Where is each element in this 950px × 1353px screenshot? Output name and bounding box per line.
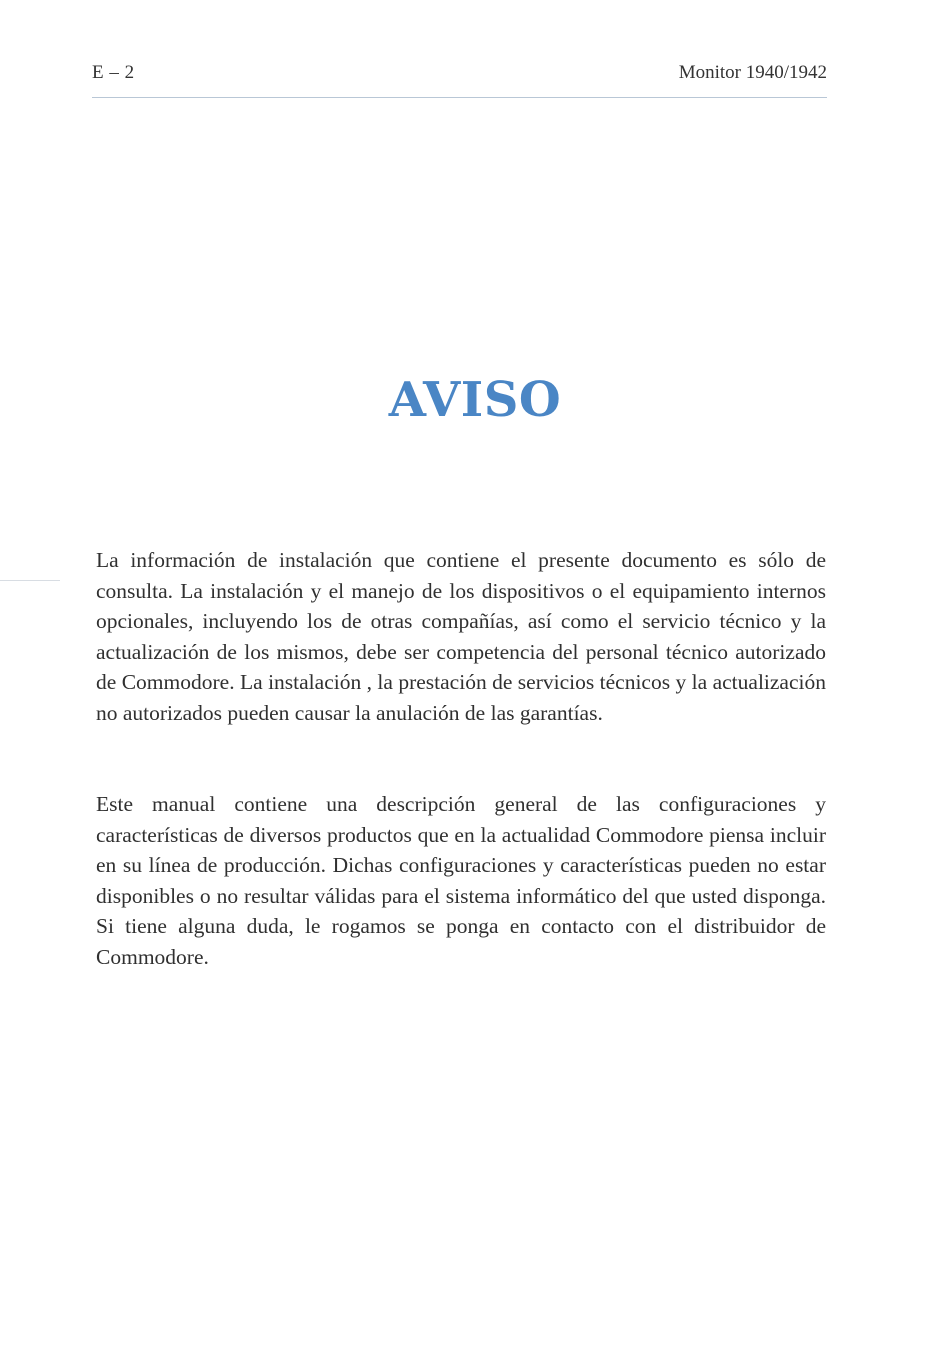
header-divider xyxy=(92,97,827,98)
page-header xyxy=(92,62,827,88)
notice-paragraph-configurations: Este manual contiene una descripción general de las configuraciones y características de diversos productos que en la actualidad Commodore piensa incluir en su línea de producción. Dichas configuraciones y características pueden no estar disponibles o no resultar válidas para el sistema informático del que usted disponga. Si tiene alguna duda, le rogamos se ponga en contacto con el distribuidor de Commodore. xyxy=(96,792,826,969)
notice-paragraph-installation: La información de instalación que contiene el presente documento es sólo de consulta. La instalación y el manejo de los dispositivos o el equipamiento internos opcionales, incluyendo los de otras compañías, así como el servicio técnico y la actualización de los mismos, debe ser competencia del personal técnico autorizado de Commodore. La instalación , la prestación de servicios técnicos y la actualización no autorizados pueden causar la anulación de las garantías. xyxy=(96,548,826,725)
page-number: E – 2 xyxy=(92,62,135,83)
notice-heading: AVISO xyxy=(388,372,562,428)
document-title: Monitor 1940/1942 xyxy=(678,62,827,83)
scan-edge-mark xyxy=(0,580,60,581)
